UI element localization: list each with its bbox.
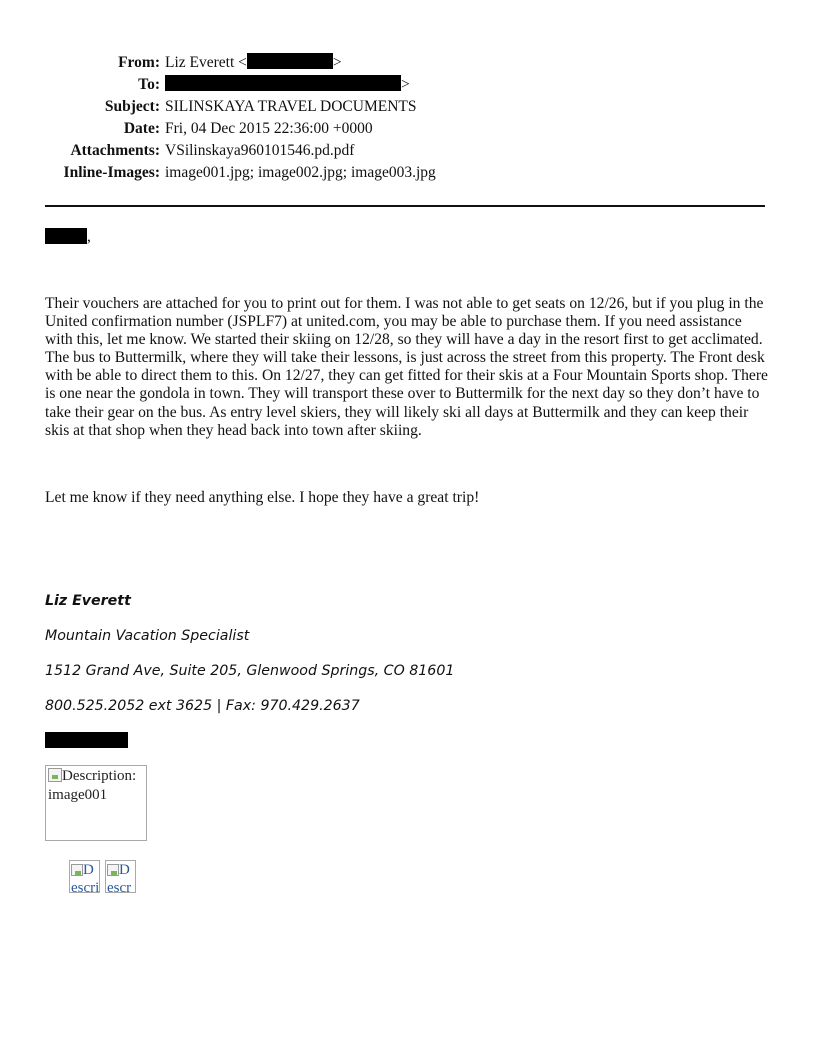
from-close: > [332,54,342,71]
inline-image-3[interactable] [105,860,136,893]
subject-value: SILINSKAYA TRAVEL DOCUMENTS [165,98,417,115]
inline-image-3-alt [107,861,136,893]
inline-image-2[interactable] [69,860,100,893]
subject-label: Subject: [104,98,160,115]
body-paragraph-2: Let me know if they need anything else. I hope they have a great trip! [45,489,480,506]
header-divider [45,205,765,207]
from-name: Liz Everett < [165,54,247,71]
date-value: Fri, 04 Dec 2015 22:36:00 +0000 [165,120,373,137]
from-row [0,52,816,74]
from-label: From: [118,54,160,71]
date-label: Date: [123,120,160,137]
to-row [0,74,816,96]
to-value [165,74,410,96]
greeting-comma: , [87,228,91,245]
inline-image-1 [45,765,147,841]
inline-image-2-alt-text: Descri [71,862,100,893]
attachments-row [0,140,816,162]
broken-image-icon [48,768,62,782]
signature-phone: 800.525.2052 ext 3625 | Fax: 970.429.2637 [45,698,360,714]
inline-images-value: image001.jpg; image002.jpg; image003.jpg [165,164,436,181]
attachment-link[interactable]: VSilinskaya960101546.pd.pdf [165,142,355,159]
subject-row [0,96,816,118]
redacted-to-address [165,75,401,91]
email-headers [0,52,816,184]
date-row [0,118,816,140]
signature-title: Mountain Vacation Specialist [45,628,250,644]
inline-image-3-alt-text: Descr [107,862,132,893]
signature-name: Liz Everett [45,593,131,609]
attachments-label: Attachments: [70,142,160,159]
inline-image-2-alt [71,861,100,893]
greeting [45,228,91,246]
redacted-from-email [247,53,333,69]
broken-image-icon [107,864,119,876]
broken-image-icon [71,864,83,876]
to-close: > [401,76,410,93]
redacted-signature-line [45,732,128,748]
inline-image-1-alt [48,767,146,805]
inline-image-1-alt-text: Description: image001 [48,768,137,803]
body-paragraph-1: Their vouchers are attached for you to print out for them. I was not able to get seats on 12/26, but if you plug in the United confirmation number (JSPLF7) at united.com, you may be able to purchase them. If you need assistance with this, let me know. We started their skiing on 12/28, so they will have a day in the resort first to get acclimated. The bus to Buttermilk, where they will take their lessons, is just across the street from this property. The Front desk with be able to direct them to this. On 12/27, they can get fitted for their skis at a Four Mountain Sports shop. There is one near the gondola in town. They will transport these over to Buttermilk for the next day so they don’t have to take their gear on the bus. As entry level skiers, they will likely ski all days at Buttermilk and they can keep their skis at that shop when they head back into town after skiing. [45,295,768,439]
signature-address: 1512 Grand Ave, Suite 205, Glenwood Springs, CO 81601 [45,663,455,679]
to-label: To: [138,76,160,93]
inline-images-row [0,162,816,184]
inline-images-label: Inline-Images: [63,164,160,181]
from-value [165,52,342,74]
redacted-recipient-name [45,228,87,244]
